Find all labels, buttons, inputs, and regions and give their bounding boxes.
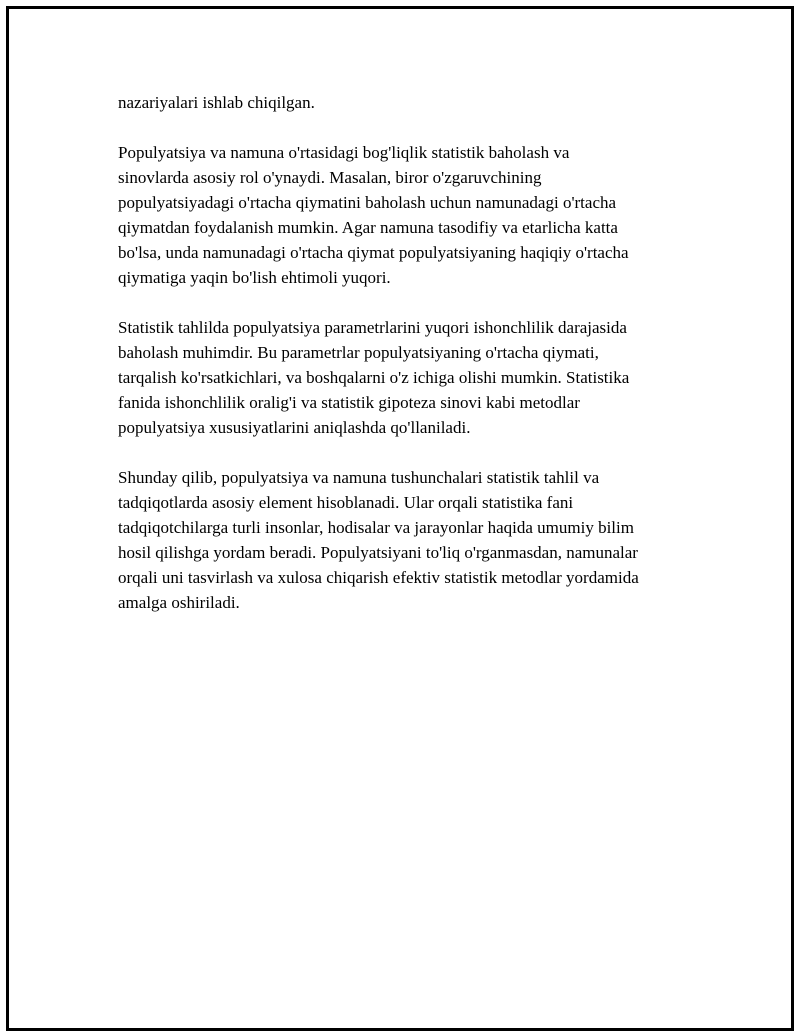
- paragraph-1: nazariyalari ishlab chiqilgan.: [118, 93, 315, 112]
- paragraph-3: Statistik tahlilda populyatsiya parametrlarini yuqori ishonchlilik darajasida baholash muhimdir. Bu parametrlar populyatsiyaning o'rtacha qiymati, tarqalish ko'rsatkichlari, va boshqalarni o'z ichiga olishi mumkin. Statistika fanida ishonchlilik oralig'i va statistik gipoteza sinovi kabi metodlar populyatsiya xususiyatlarini aniqlashda qo'llaniladi.: [118, 318, 630, 437]
- paragraph-4: Shunday qilib, populyatsiya va namuna tushunchalari statistik tahlil va tadqiqotlarda asosiy element hisoblanadi. Ular orqali statistika fani tadqiqotchilarga turli insonlar, hodisalar va jarayonlar haqida umumiy bilim hosil qilishga yordam beradi. Populyatsiyani to'liq o'rganmasdan, namunalar orqali uni tasvirlash va xulosa chiqarish efektiv statistik metodlar yordamida amalga oshiriladi.: [118, 468, 639, 612]
- document-body: [118, 90, 698, 640]
- paragraph-2: Populyatsiya va namuna o'rtasidagi bog'liqlik statistik baholash va sinovlarda asosiy rol o'ynaydi. Masalan, biror o'zgaruvchining populyatsiyadagi o'rtacha qiymatini baholash uchun namunadagi o'rtacha qiymatdan foydalanish mumkin. Agar namuna tasodifiy va etarlicha katta bo'lsa, unda namunadagi o'rtacha qiymat populyatsiyaning haqiqiy o'rtacha qiymatiga yaqin bo'lish ehtimoli yuqori.: [118, 143, 629, 287]
